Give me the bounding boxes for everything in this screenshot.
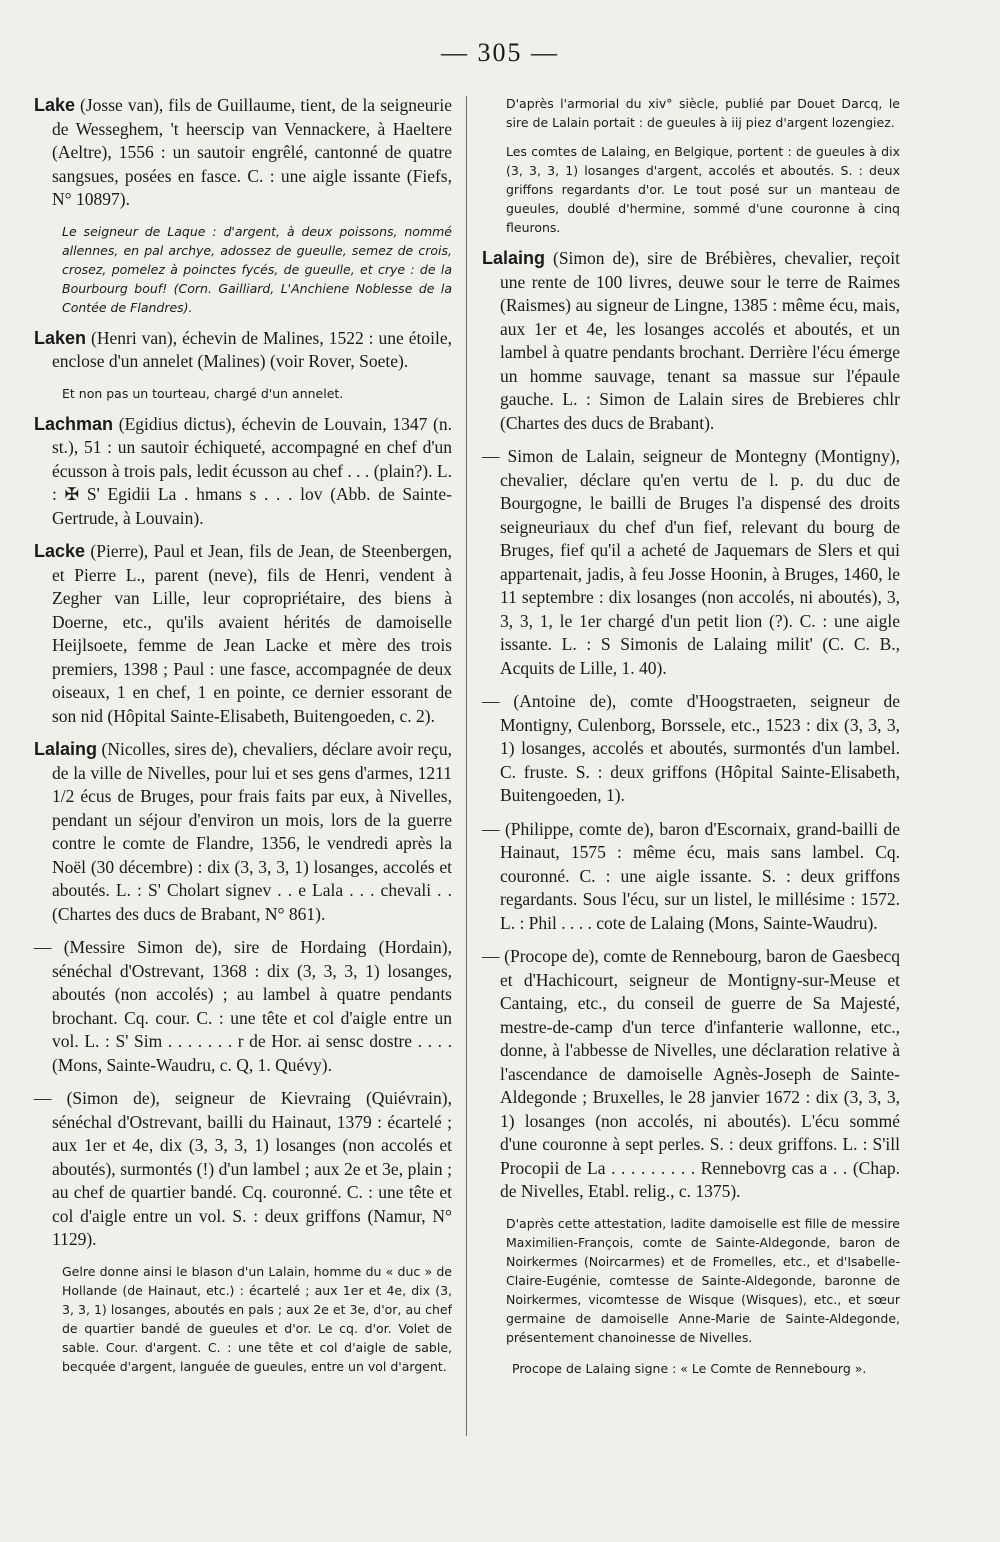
- dictionary-entry: [482, 247, 900, 435]
- entry-text: (Nicolles, sires de), chevaliers, déclare avoir reçu, de la ville de Nivelles, pour lui et ses gens d'armes, 1211 1/2 écus de Bruges, pour frais faits par eux, à Nivelles, pendant un séjour d'environ un mois, lors de la guerre contre le comte de Flandre, 1356, le vendredi après la Noël (30 décembre) : dix (3, 3, 3, 1) losanges, accolés et aboutés. L. : S' Cholart signev . . e Lala . . . chevali . . (Chartes des ducs de Brabant, N° 861).: [52, 739, 452, 924]
- signature-note: Procope de Lalaing signe : « Le Comte de Rennebourg ».: [512, 1361, 867, 1376]
- footnote: D'après l'armorial du xiv° siècle, publié par Douet Darcq, le sire de Lalain portait : de gueules à iij piez d'argent lozengiez.: [506, 96, 900, 130]
- entry-text: — (Procope de), comte de Rennebourg, baron de Gaesbecq et d'Hachicourt, seigneur de Montigny-sur-Meuse et Cantaing, etc., du conseil de guerre de Sa Majesté, mestre-de-camp d'un terce d'infanterie wallonne, etc., donne, à l'abbesse de Nivelles, une déclaration relative à l'ascendance de damoiselle Agnès-Joseph de Sainte-Aldegonde ; Bruxelles, le 28 janvier 1672 : dix (3, 3, 3, 1) losanges (non accolés, ni aboutés). L'écu sommé d'une couronne à sept perles. S. : deux griffons. L. : S'ill Procopii de La . . . . . . . . . Rennebovrg cas a . . (Chap. de Nivelles, Etabl. relig., c. 1375).: [482, 946, 900, 1201]
- entry-text: (Egidius dictus), échevin de Louvain, 1347 (n. st.), 51 : un sautoir échiqueté, accompagné en chef d'un écusson à trois pals, ledit écusson au chef . . . (plain?). L. : ✠ S' Egidii La . hmans s . . . lov (Abb. de Sainte-Gertrude, à Louvain).: [52, 413, 452, 528]
- entry-headword: Lalaing: [34, 739, 98, 759]
- entry-headword: Lachman: [34, 413, 114, 434]
- dictionary-entry: [34, 413, 452, 531]
- footnote: Gelre donne ainsi le blason d'un Lalain, homme du « duc » de Hollande (de Hainaut, etc.) : écartelé ; aux 1er et 4e, dix (3, 3, 3, 1) losanges, aboutés en pals ; aux 2e et 3e, d'or, au chef de quartier bandé de gueules et d'or. Le cq. d'or. Volet de sable. Cour. d'argent. C. : une tête et col d'aigle de sable, becquée d'argent, languée de gueules, entre un vol d'argent.: [62, 1263, 452, 1374]
- dictionary-entry: [482, 690, 900, 808]
- entry-headword: Lake: [34, 95, 76, 115]
- dictionary-entry: [482, 445, 900, 680]
- footnote: D'après cette attestation, ladite damoiselle est fille de messire Maximilien-François, comte de Sainte-Aldegonde, baron de Noirkermes (Noircarmes) et de Fromelles, etc., et d'Isabelle-Claire-Eugénie, comtesse de Sainte-Aldegonde, baronne de Noirkermes, vicomtesse de Wisque (Wisques), etc., et sœur germaine de damoiselle Anne-Marie de Sainte-Aldegonde, présentement chanoinesse de Nivelles.: [506, 1215, 900, 1345]
- footnote: Les comtes de Lalaing, en Belgique, portent : de gueules à dix (3, 3, 3, 1) losanges d'argent, accolés et aboutés. S. : deux griffons regardants d'or. Le tout posé sur un manteau de gueules, doublé d'hermine, sommé d'une couronne à cinq fleurons.: [506, 144, 900, 235]
- entry-text: — (Simon de), seigneur de Kievraing (Quiévrain), sénéchal d'Ostrevant, bailli du Hainaut, 1379 : écartelé ; aux 1er et 4e, dix (3, 3, 3, 1) losanges (non accolés et aboutés), surmontés (!) d'un lambel ; aux 2e et 3e, plain ; au chef de quartier bandé. Cq. couronné. C. : une tête et col d'aigle entre un vol. S. : deux griffons (Namur, N° 1129).: [34, 1088, 452, 1249]
- entry-text: — (Messire Simon de), sire de Hordaing (Hordain), sénéchal d'Ostrevant, 1368 : dix (3, 3, 3, 1) losanges, aboutés (non accolés) ; au lambel à quatre pendants brochant. Cq. cour. C. : une tête et col d'aigle entre un vol. L. : S' Sim . . . . . . . r de Hor. ai sensc dostre . . . . (Mons, Sainte-Waudru, c. Q, 1. Quévy).: [34, 937, 452, 1075]
- footnote: Le seigneur de Laque : d'argent, à deux poissons, nommé allennes, en pal archye, adossez de gueulle, semez de crois, crosez, pomelez à poinctes fycés, de gueulle, et crye : de la Bourbourg bouf! (Corn. Gailliard, L'Anchiene Noblesse de la Contée de Flandres).: [62, 223, 452, 315]
- footnote: Et non pas un tourteau, chargé d'un annelet.: [62, 385, 344, 401]
- page-number: — 305 —: [441, 38, 559, 67]
- left-column: [34, 94, 452, 1386]
- entry-text: (Josse van), fils de Guillaume, tient, de la seigneurie de Wesseghem, 't heerscip van Vennackere, à Haeltere (Aeltre), 1556 : un sautoir engrêlé, cantonné de quatre sangsues, posées en fasce. C. : une aigle issante (Fiefs, N° 10897).: [52, 95, 452, 209]
- dictionary-entry: [34, 1087, 452, 1252]
- entry-headword: Lalaing: [482, 248, 546, 268]
- entry-text: — (Antoine de), comte d'Hoogstraeten, seigneur de Montigny, Culenborg, Borssele, etc., 1523 : dix (3, 3, 3, 1) losanges, accolés et aboutés, surmontés d'un lambel. C. fruste. S. : deux griffons (Hôpital Sainte-Elisabeth, Buitengoeden, 1).: [482, 691, 900, 805]
- entry-headword: Laken: [34, 327, 87, 348]
- dictionary-entry: [34, 94, 452, 212]
- dictionary-entry: [34, 738, 452, 926]
- entry-text: — Simon de Lalain, seigneur de Montegny (Montigny), chevalier, déclare qu'en vertu de l. p. du duc de Bourgogne, le bailli de Bruges l'a dispensé des droits seigneuriaux du chef d'un fief, relevant du bourg de Bruges, fief qu'il a acheté de Jaquemars de Slers et qui appartenait, jadis, à feu Josse Hoonin, à Bruges, 1460, le 11 septembre : dix losanges (non accolés, ni aboutés), 3, 3, 3, 1, le 1er chargé d'un petit lion (?). C. : une aigle issante. L. : S Simonis de Lalaing milit' (C. C. B., Acquits de Lille, 1. 40).: [482, 446, 900, 678]
- right-column: [482, 94, 900, 1391]
- dictionary-entry: [482, 945, 900, 1204]
- dictionary-entry: [482, 818, 900, 936]
- entry-text: (Pierre), Paul et Jean, fils de Jean, de Steenbergen, et Pierre L., parent (neve), fils de Henri, vendent à Zegher van Lille, leur copropriétaire, des biens à Doerne, etc., qu'ils avaient hérités de damoiselle Heijlsoete, femme de Jean Lacke et mère des trois premiers, 1398 ; Paul : une fasce, accompagnée de deux oiseaux, 1 en chef, 1 en pointe, ce dernier essorant de son nid (Hôpital Sainte-Elisabeth, Buitengoeden, c. 2).: [52, 541, 452, 726]
- dictionary-entry: [34, 936, 452, 1077]
- entry-text: (Simon de), sire de Brébières, chevalier, reçoit une rente de 100 livres, deuwe sour le terre de Raimes (Raismes) au signeur de Lingne, 1385 : même écu, mais, aux 1er et 4e, les losanges accolés et aboutés, et un lambel à quatre pendants brochant. Derrière l'écu émerge un homme sauvage, tenant sa massue sur l'épaule gauche. L. : Simon de Lalain sires de Brebieres chlr (Chartes des ducs de Brabant).: [500, 248, 900, 433]
- entry-text: (Henri van), échevin de Malines, 1522 : une étoile, enclose d'un annelet (Malines) (voir Rover, Soete).: [52, 327, 452, 371]
- column-divider: [466, 96, 467, 1436]
- entry-headword: Lacke: [34, 541, 86, 561]
- entry-text: — (Philippe, comte de), baron d'Escornaix, grand-bailli de Hainaut, 1575 : même écu, mais sans lambel. Cq. couronné. C. : une aigle issante. S. : deux griffons regardants. Sous l'écu, sur un listel, le millésime : 1572. L. : Phil . . . . cote de Lalaing (Mons, Sainte-Waudru).: [482, 818, 900, 933]
- dictionary-entry: [34, 540, 452, 728]
- dictionary-entry: [34, 327, 452, 374]
